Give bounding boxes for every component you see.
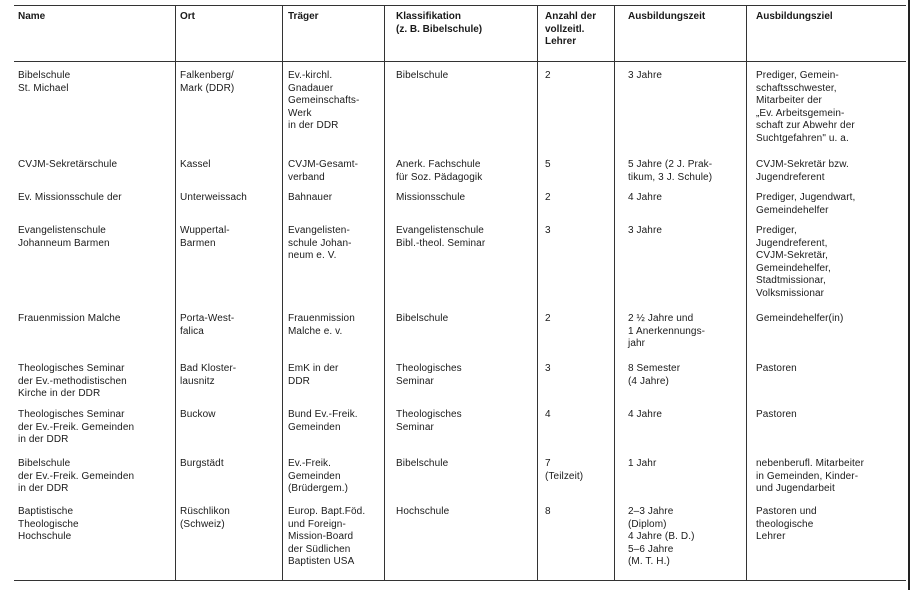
cell-ausbildungszeit: 4 Jahre — [628, 192, 663, 203]
cell-klassifikation: Evangelistenschule Bibl.-theol. Seminar — [396, 225, 486, 249]
cell-ausbildungszeit: 4 Jahre — [628, 409, 663, 420]
header-anzahl-lehrer: Anzahl der vollzeitl. Lehrer — [545, 11, 597, 47]
cell-ausbildungszeit: 1 Jahr — [628, 458, 657, 469]
cell-ausbildungszeit: 2–3 Jahre (Diplom) 4 Jahre (B. D.) 5–6 Jahre (M. T. H.) — [628, 506, 695, 567]
cell-klassifikation: Anerk. Fachschule für Soz. Pädagogik — [396, 159, 483, 183]
cell-klassifikation: Bibelschule — [396, 70, 449, 81]
header-ort: Ort — [180, 11, 195, 22]
cell-ausbildungszeit: 3 Jahre — [628, 225, 663, 236]
cell-traeger: Europ. Bapt.Föd. und Foreign- Mission-Board der Südlichen Baptisten USA — [288, 506, 366, 567]
cell-name: Evangelistenschule Johanneum Barmen — [18, 225, 110, 249]
cell-anzahl: 4 — [545, 409, 551, 420]
cell-traeger: Bahnauer — [288, 192, 333, 203]
cell-ausbildungsziel: Pastoren — [756, 409, 797, 420]
cell-ort: Wuppertal- Barmen — [180, 225, 230, 249]
column-divider — [282, 5, 283, 580]
cell-ort: Burgstädt — [180, 458, 224, 469]
cell-name: CVJM-Sekretärschule — [18, 159, 118, 170]
cell-traeger: Ev.-Freik. Gemeinden (Brüdergem.) — [288, 458, 349, 494]
cell-ausbildungszeit: 5 Jahre (2 J. Prak- tikum, 3 J. Schule) — [628, 159, 713, 183]
cell-name: Bibelschule St. Michael — [18, 70, 71, 94]
table-top-rule — [14, 5, 906, 6]
cell-anzahl: 2 — [545, 70, 551, 81]
column-divider — [746, 5, 747, 580]
cell-klassifikation: Theologisches Seminar — [396, 363, 462, 387]
cell-ausbildungszeit: 2 ½ Jahre und 1 Anerkennungs- jahr — [628, 313, 706, 349]
header-ausbildungsziel: Ausbildungsziel — [756, 11, 833, 22]
cell-traeger: EmK in der DDR — [288, 363, 339, 387]
column-divider — [614, 5, 615, 580]
cell-traeger: Frauenmission Malche e. v. — [288, 313, 355, 337]
cell-traeger: CVJM-Gesamt- verband — [288, 159, 359, 183]
cell-ort: Unterweissach — [180, 192, 247, 203]
cell-ausbildungsziel: Prediger, Jugendwart, Gemeindehelfer — [756, 192, 856, 216]
cell-ausbildungszeit: 3 Jahre — [628, 70, 663, 81]
cell-anzahl: 2 — [545, 313, 551, 324]
table-header-rule — [14, 61, 906, 62]
cell-ausbildungsziel: nebenberufl. Mitarbeiter in Gemeinden, Kinder- und Jugendarbeit — [756, 458, 865, 494]
page-edge — [908, 0, 910, 590]
cell-anzahl: 3 — [545, 363, 551, 374]
cell-traeger: Ev.-kirchl. Gnadauer Gemeinschafts- Werk in der DDR — [288, 70, 360, 131]
cell-anzahl: 5 — [545, 159, 551, 170]
cell-ausbildungsziel: Gemeindehelfer(in) — [756, 313, 844, 324]
cell-ort: Porta-West- falica — [180, 313, 235, 337]
cell-name: Theologisches Seminar der Ev.-Freik. Gemeinden in der DDR — [18, 409, 135, 445]
header-ausbildungszeit: Ausbildungszeit — [628, 11, 706, 22]
cell-ort: Bad Kloster- lausnitz — [180, 363, 237, 387]
cell-klassifikation: Missionsschule — [396, 192, 466, 203]
cell-ausbildungsziel: Prediger, Jugendreferent, CVJM-Sekretär, Gemeindehelfer, Stadtmissionar, Volksmissionar — [756, 225, 831, 299]
cell-name: Bibelschule der Ev.-Freik. Gemeinden in der DDR — [18, 458, 135, 494]
cell-ort: Buckow — [180, 409, 216, 420]
cell-traeger: Evangelisten- schule Johan- neum e. V. — [288, 225, 352, 261]
cell-anzahl: 2 — [545, 192, 551, 203]
cell-anzahl: 8 — [545, 506, 551, 517]
cell-ausbildungsziel: Pastoren — [756, 363, 797, 374]
column-divider — [384, 5, 385, 580]
column-divider — [175, 5, 176, 580]
cell-name: Frauenmission Malche — [18, 313, 121, 324]
table-bottom-rule — [14, 580, 906, 581]
cell-name: Ev. Missionsschule der — [18, 192, 122, 203]
cell-ausbildungsziel: Pastoren und theologische Lehrer — [756, 506, 817, 542]
cell-klassifikation: Bibelschule — [396, 458, 449, 469]
cell-ausbildungsziel: CVJM-Sekretär bzw. Jugendreferent — [756, 159, 849, 183]
cell-anzahl: 7 (Teilzeit) — [545, 458, 584, 482]
cell-traeger: Bund Ev.-Freik. Gemeinden — [288, 409, 358, 433]
cell-ort: Kassel — [180, 159, 211, 170]
cell-klassifikation: Bibelschule — [396, 313, 449, 324]
header-traeger: Träger — [288, 11, 319, 22]
cell-ort: Rüschlikon (Schweiz) — [180, 506, 230, 530]
cell-ort: Falkenberg/ Mark (DDR) — [180, 70, 235, 94]
cell-name: Baptistische Theologische Hochschule — [18, 506, 79, 542]
header-klassifikation: Klassifikation (z. B. Bibelschule) — [396, 11, 483, 35]
cell-ausbildungszeit: 8 Semester (4 Jahre) — [628, 363, 681, 387]
cell-klassifikation: Theologisches Seminar — [396, 409, 462, 433]
header-name: Name — [18, 11, 46, 22]
cell-anzahl: 3 — [545, 225, 551, 236]
cell-klassifikation: Hochschule — [396, 506, 450, 517]
column-divider — [537, 5, 538, 580]
cell-ausbildungsziel: Prediger, Gemein- schaftsschwester, Mitarbeiter der „Ev. Arbeitsgemein- schaft zur Abwehr der Suchtgefahren" u. a. — [756, 70, 855, 144]
cell-name: Theologisches Seminar der Ev.-methodistischen Kirche in der DDR — [18, 363, 127, 399]
